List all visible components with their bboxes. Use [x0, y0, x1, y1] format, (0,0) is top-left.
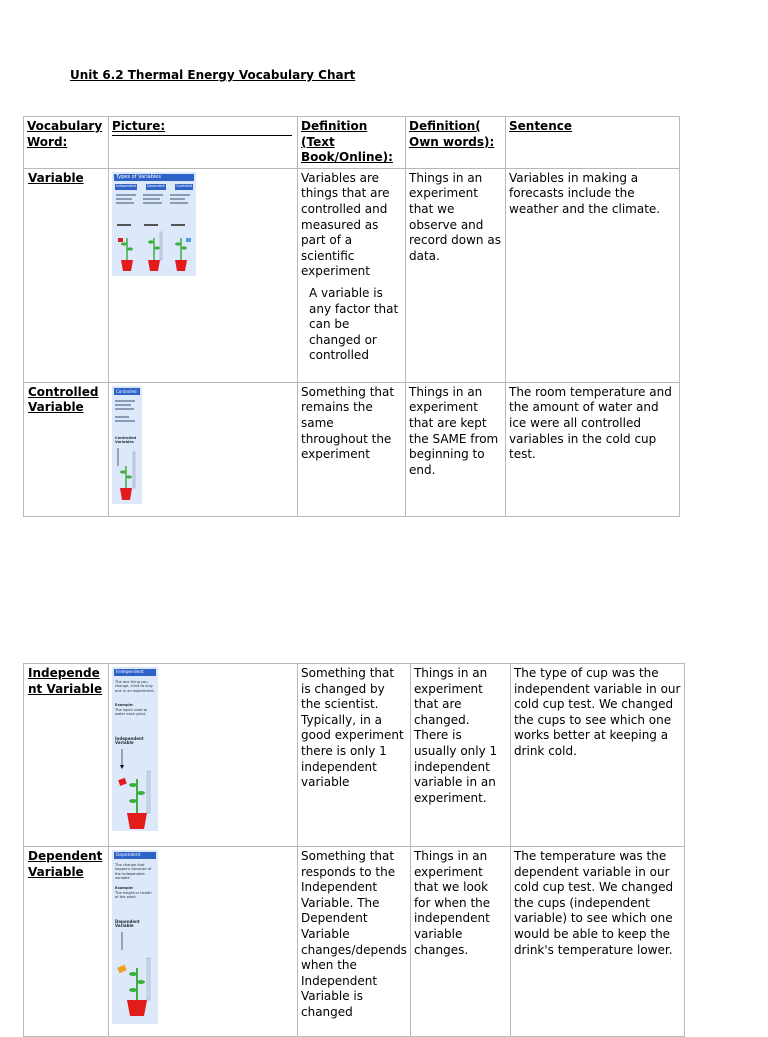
controlled-plant-illustration: [112, 386, 142, 504]
picture-example-text: The liquid used to water each plant.: [115, 708, 148, 717]
picture-banner: Controlled: [114, 388, 140, 395]
three-plants-illustration: [112, 172, 196, 276]
independent-plant-illustration: [112, 667, 158, 831]
picture-example-label: Example:: [115, 703, 134, 707]
picture-cell-variable: [109, 168, 298, 382]
table-row-independent-variable: [24, 664, 685, 847]
vocabulary-table-1: [23, 116, 680, 517]
picture-label: Controlled Variables: [115, 435, 137, 445]
dependent-variable-diagram-icon: [112, 850, 158, 1024]
header-vocabulary-word: Vocabulary Word:: [24, 117, 109, 169]
picture-example-text: The height or health of the plant: [115, 891, 152, 900]
word-dependent-variable: Dependent Variable: [24, 847, 109, 1037]
definition-text-variable: [298, 168, 406, 382]
word-independent-variable: Independent Variable: [24, 664, 109, 847]
definition-own-variable: Things in an experiment that we observe and record down as data.: [406, 168, 506, 382]
definition-text-variable-1: Variables are things that are controlled and measured as part of a scientific experiment: [301, 170, 390, 279]
definition-own-independent: Things in an experiment that are changed. There is usually only 1 independent variable in an experiment.: [410, 664, 510, 847]
header-definition-text: Definition (Text Book/Online):: [298, 117, 406, 169]
table-header-row: [24, 117, 680, 169]
dependent-plant-illustration: [112, 850, 158, 1024]
table-row-dependent-variable: [24, 847, 685, 1037]
picture-cell-dependent: [109, 847, 298, 1037]
table-row-controlled-variable: [24, 382, 680, 516]
caption-independent: Independent: [116, 183, 137, 188]
document-title: Unit 6.2 Thermal Energy Vocabulary Chart: [70, 68, 356, 82]
table-row-variable: [24, 168, 680, 382]
picture-label: Dependent Variable: [115, 919, 140, 929]
picture-banner: Independent: [114, 669, 156, 676]
definition-own-controlled: Things in an experiment that are kept the SAME from beginning to end.: [406, 382, 506, 516]
definition-text-dependent: Something that responds to the Independent Variable. The Dependent Variable changes/depends when the Independent Variable is changed: [298, 847, 411, 1037]
definition-text-controlled: Something that remains the same throughout the experiment: [298, 382, 406, 516]
header-picture-label: Picture:: [112, 119, 292, 136]
picture-banner: Types of Variables: [114, 174, 194, 181]
definition-text-independent: Something that is changed by the scientist. Typically, in a good experiment there is only 1 independent variable: [298, 664, 411, 847]
sentence-dependent: The temperature was the dependent variable in our cold cup test. We changed the cups (independent variable) to see which one would be able to keep the drink's temperature lower.: [510, 847, 684, 1037]
picture-example-label: Example:: [115, 886, 134, 890]
independent-variable-diagram-icon: [112, 667, 158, 831]
sentence-independent: The type of cup was the independent variable in our cold cup test. We changed the cups to see which one works better at keeping a drink cold.: [510, 664, 684, 847]
sentence-variable: Variables in making a forecasts include the weather and the climate.: [506, 168, 680, 382]
header-picture: [109, 117, 298, 169]
word-variable: Variable: [24, 168, 109, 382]
caption-controlled: Controlled: [175, 183, 192, 188]
picture-banner: Dependent: [114, 852, 156, 859]
controlled-variable-diagram-icon: [112, 386, 142, 504]
caption-dependent: Dependent: [147, 183, 165, 188]
word-controlled-variable: Controlled Variable: [24, 382, 109, 516]
definition-own-dependent: Things in an experiment that we look for when the independent variable changes.: [410, 847, 510, 1037]
vocabulary-table-2: [23, 663, 685, 1037]
definition-text-variable-2: A variable is any factor that can be changed or controlled: [309, 285, 399, 363]
types-of-variables-diagram-icon: [112, 172, 196, 276]
picture-cell-controlled: [109, 382, 298, 516]
picture-label: Independent Variable: [115, 736, 144, 746]
picture-body-text: The change that happens because of the independent variable.: [115, 863, 152, 881]
picture-cell-independent: [109, 664, 298, 847]
sentence-controlled: The room temperature and the amount of water and ice were all controlled variables in the cold cup test.: [506, 382, 680, 516]
picture-body-text: The one thing you change. Limit to only one in an experiment.: [115, 680, 155, 693]
header-definition-own: Definition( Own words):: [406, 117, 506, 169]
header-sentence: Sentence: [506, 117, 680, 169]
